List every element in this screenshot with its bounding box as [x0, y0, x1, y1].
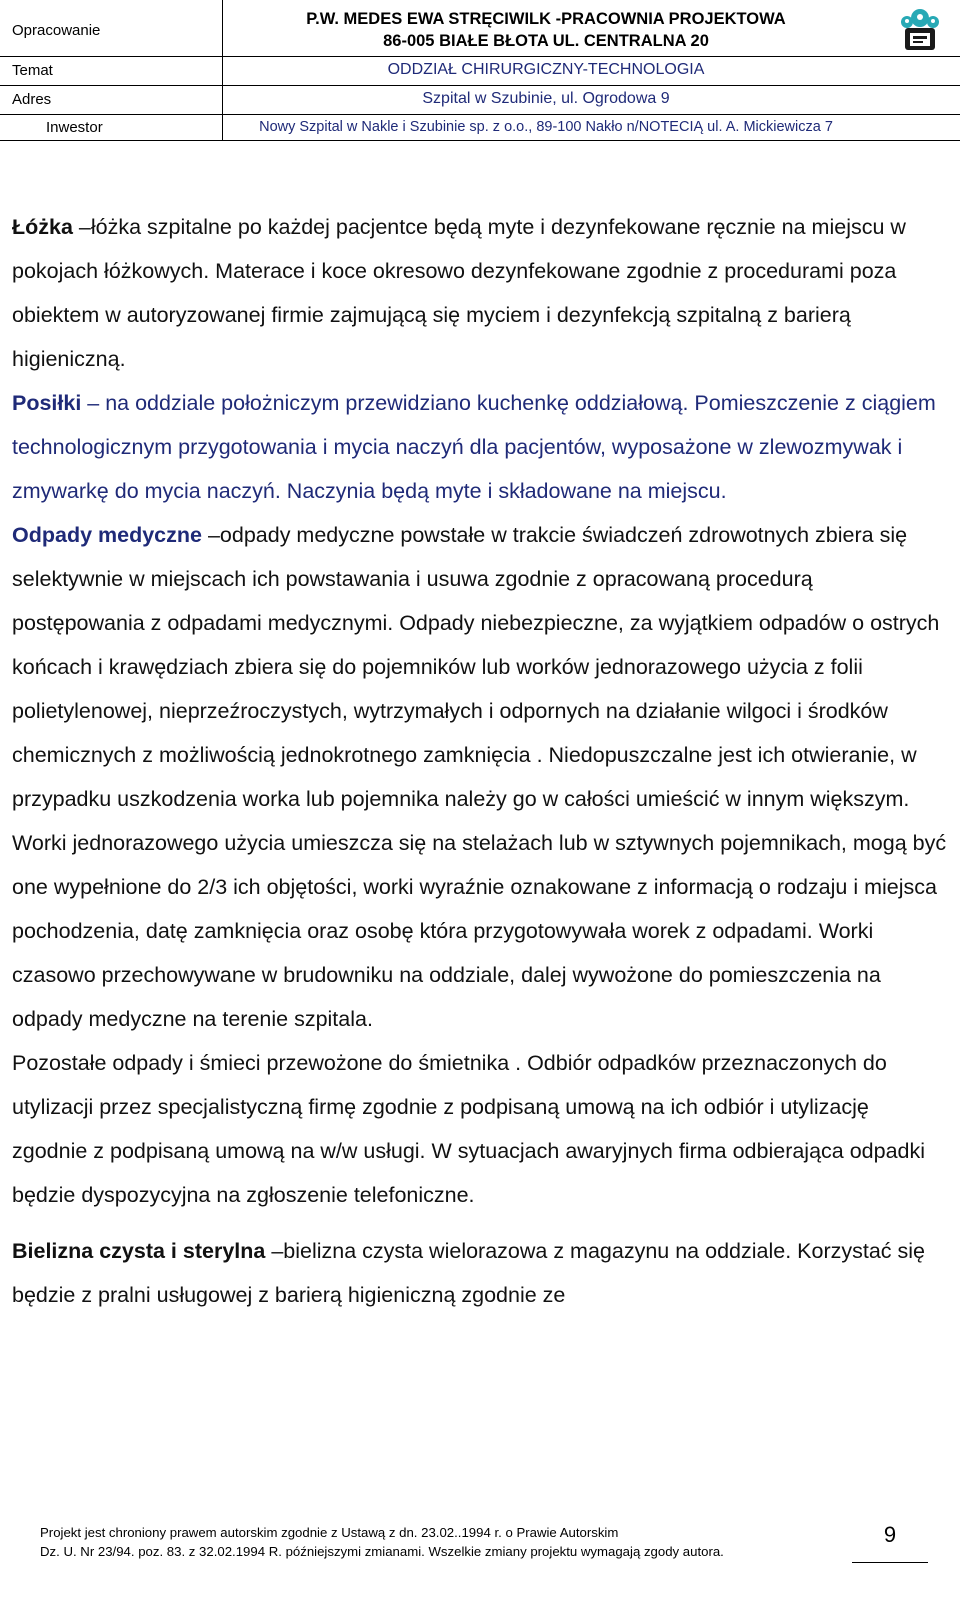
header-row-inwestor — [0, 115, 960, 141]
header-topic: ODDZIAŁ CHIRURGICZNY-TECHNOLOGIA — [387, 61, 705, 78]
header-row-opracowanie — [0, 0, 960, 57]
header-row-adres — [0, 86, 960, 115]
paragraph-posilki — [12, 381, 948, 513]
header-divider — [222, 0, 223, 140]
header-address: Szpital w Szubinie, ul. Ogrodowa 9 — [422, 90, 670, 107]
company-address: 86-005 BIAŁE BŁOTA UL. CENTRALNA 20 — [383, 32, 709, 50]
company-block — [232, 8, 860, 52]
heading-bielizna: Bielizna czysta i sterylna — [12, 1239, 266, 1263]
company-name: P.W. MEDES EWA STRĘCIWILK -PRACOWNIA PROJEKTOWA — [306, 10, 786, 28]
text-posilki: – na oddziale położniczym przewidziano kuchenkę oddziałową. Pomieszczenie z ciągiem technologicznym przygotowania i mycia naczyń dla pacjentów, wyposażone w zlewozmywak i zmywarkę do mycia naczyń. Naczynia będą myte i składowane na miejscu. — [12, 391, 936, 503]
copyright-footer — [40, 1523, 820, 1561]
footer-line-1: Projekt jest chroniony prawem autorskim zgodnie z Ustawą z dn. 23.02..1994 r. o Prawie Autorskim — [40, 1525, 619, 1540]
header-label-inwestor: Inwestor — [46, 119, 103, 136]
page-number: 9 — [883, 1522, 897, 1547]
paragraph-lozka — [12, 205, 948, 381]
paragraph-odpady — [12, 513, 948, 1041]
text-lozka: –łóżka szpitalne po każdej pacjentce będą myte i dezynfekowane ręcznie na miejscu w pokojach łóżkowych. Materace i koce okresowo dezynfekowane zgodnie z procedurami poza obiektem w autoryzowanej firmie zajmującą się myciem i dezynfekcją szpitalną z barierą higieniczną. — [12, 215, 906, 371]
heading-lozka: Łóżka — [12, 215, 73, 239]
page-number-underline — [852, 1562, 928, 1563]
header-label-temat: Temat — [12, 62, 53, 79]
paragraph-gap — [12, 1217, 948, 1229]
text-odpady: –odpady medyczne powstałe w trakcie świadczeń zdrowotnych zbiera się selektywnie w miejscach ich powstawania i usuwa zgodnie z opracowaną procedurą postępowania z odpadami medycznymi. Odpady niebezpieczne, za wyjątkiem odpadów o ostrych końcach i krawędziach zbiera się do pojemników lub worków jednorazowego użycia z folii polietylenowej, nieprzeźroczystych, wytrzymałych i odpornych na działanie wilgoci i środków chemicznych z możliwością jednokrotnego zamknięcia . Niedopuszczalne jest ich otwieranie, w przypadku uszkodzenia worka lub pojemnika należy go w całości umieścić w innym większym. Worki jednorazowego użycia umieszcza się na stelażach lub w sztywnych pojemnikach, mogą być one wypełnione do 2/3 ich objętości, worki wyraźnie oznakowane z informacją o rodzaju i miejsca pochodzenia, datę zamknięcia oraz osobę która przygotowywała worek z odpadami. Worki czasowo przechowywane w brudowniku na oddziale, dalej wywożone do pomieszczenia na odpady medyczne na terenie szpitala. — [12, 523, 947, 1031]
header-label-adres: Adres — [12, 91, 52, 108]
header-row-temat — [0, 57, 960, 86]
text-pozostale: Pozostałe odpady i śmieci przewożone do śmietnika . Odbiór odpadków przeznaczonych do utylizacji przez specjalistyczną firmę zgodnie z podpisaną umową na ich odbiór i utylizację zgodnie z podpisaną umową na w/w usługi. W sytuacjach awaryjnych firma odbierająca odpadki będzie dyspozycyjna na zgłoszenie telefoniczne. — [12, 1051, 926, 1207]
header-label-opracowanie: Opracowanie — [12, 22, 101, 39]
document-body — [12, 205, 948, 1317]
company-logo-icon — [893, 4, 947, 56]
paragraph-pozostale — [12, 1041, 948, 1217]
footer-line-2: Dz. U. Nr 23/94. poz. 83. z 32.02.1994 R. późniejszymi zmianami. Wszelkie zmiany projektu wymagają zgody autora. — [40, 1544, 724, 1559]
heading-posilki: Posiłki — [12, 391, 82, 415]
text-bielizna: –bielizna czysta wielorazowa z magazynu na oddziale. Korzystać się będzie z pralni usługowej z barierą higieniczną zgodnie ze — [12, 1239, 925, 1307]
header-investor: Nowy Szpital w Nakle i Szubinie sp. z o.o., 89-100 Nakło n/NOTECIĄ ul. A. Mickiewicza 7 — [259, 119, 833, 135]
heading-odpady: Odpady medyczne — [12, 523, 202, 547]
paragraph-bielizna — [12, 1229, 948, 1317]
